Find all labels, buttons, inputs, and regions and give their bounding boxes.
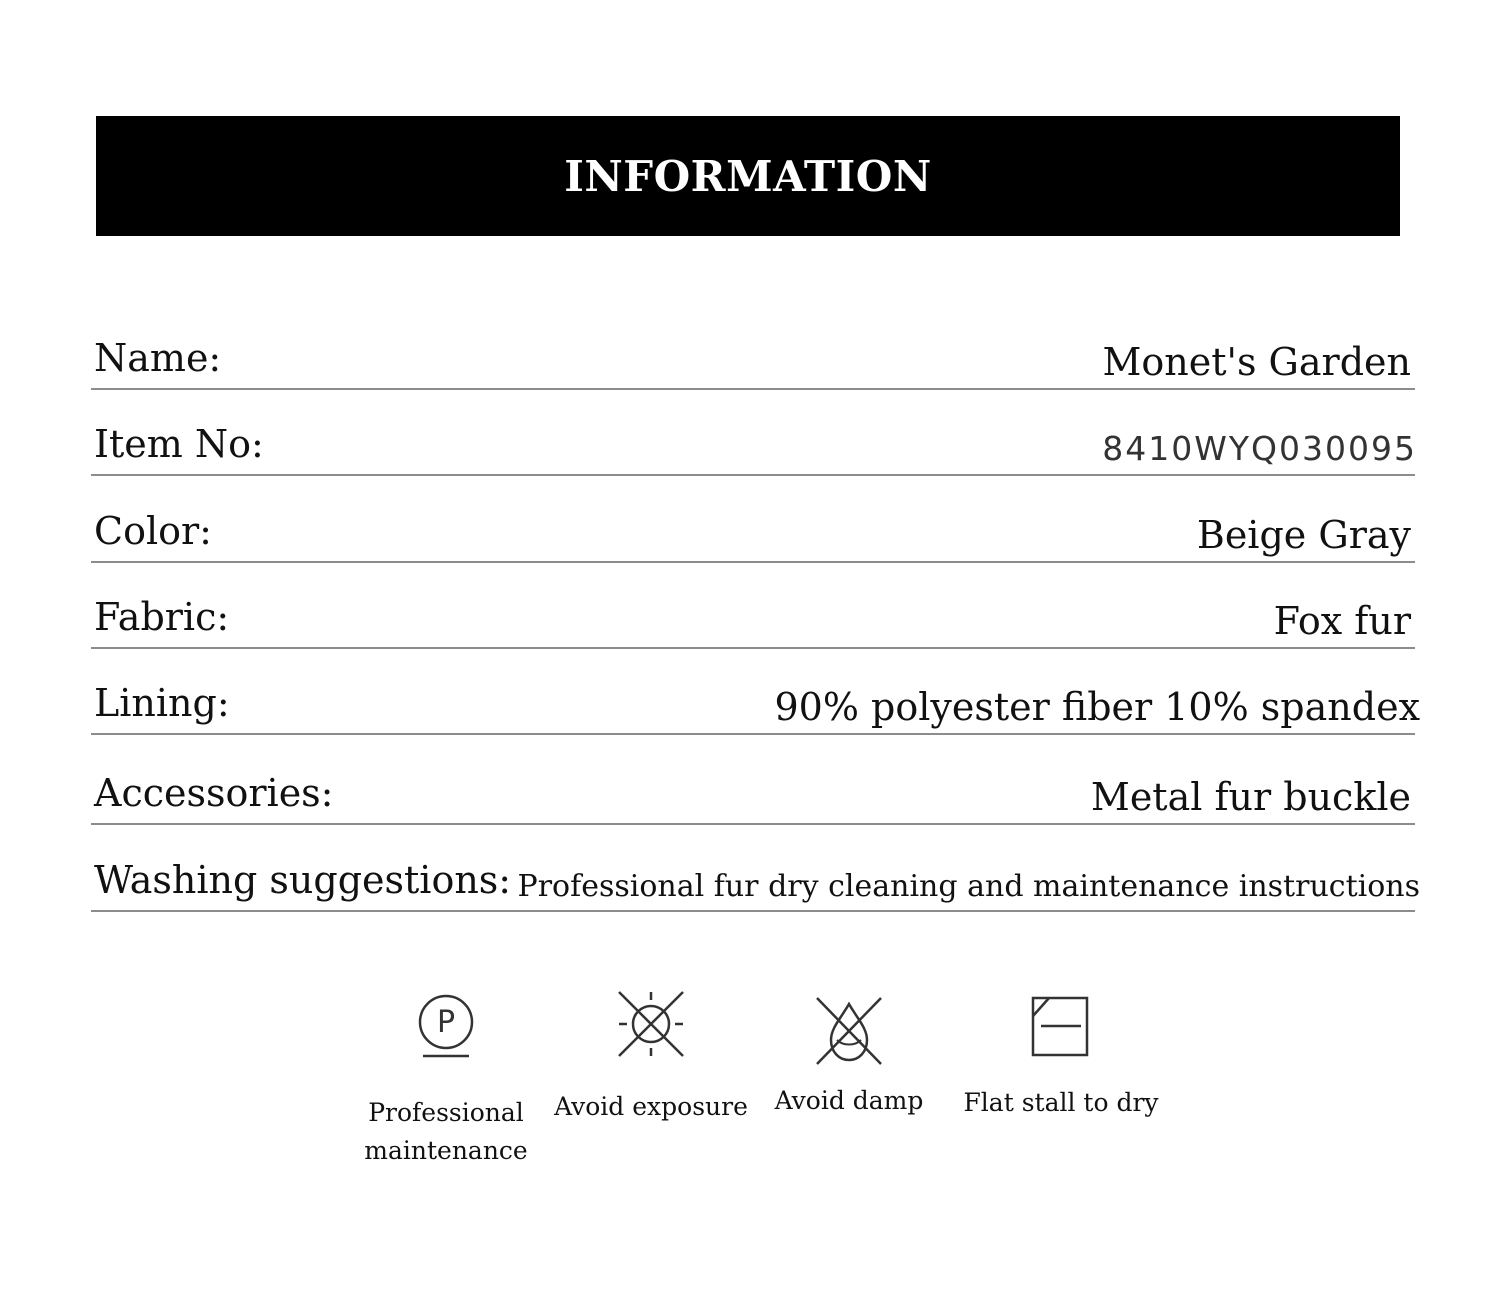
care-label-professional-line2: maintenance: [364, 1136, 528, 1165]
color-value: Beige Gray: [1196, 513, 1411, 557]
no-sun-exposure-icon: [611, 986, 691, 1066]
info-row-fabric: [91, 587, 1415, 649]
care-label-avoid-exposure: Avoid exposure: [554, 1092, 748, 1121]
washing-label: Washing suggestions:: [94, 858, 512, 902]
fabric-value: Fox fur: [1273, 599, 1411, 643]
accessories-value: Metal fur buckle: [1090, 775, 1411, 819]
info-row-color: [91, 501, 1415, 563]
info-row-item-no: [91, 414, 1415, 476]
avoid-damp-icon: [809, 992, 889, 1072]
item-no-value: 8410WYQ030095: [1102, 429, 1417, 468]
name-value: Monet's Garden: [1102, 340, 1411, 384]
care-professional-maintenance: [346, 986, 546, 1170]
care-flat-dry: [961, 994, 1161, 1122]
care-label-professional-line1: Professional: [368, 1098, 524, 1127]
professional-dry-clean-icon: [411, 986, 481, 1066]
dry-flat-in-shade-icon: [1029, 994, 1093, 1060]
washing-value: Professional fur dry cleaning and maintenance instructions: [517, 869, 1420, 904]
info-row-name: [91, 328, 1415, 390]
care-avoid-exposure: [551, 986, 751, 1126]
page-title: INFORMATION: [564, 151, 932, 201]
care-avoid-damp: [749, 992, 949, 1120]
fabric-label: Fabric:: [94, 595, 230, 639]
lining-label: Lining:: [94, 681, 230, 725]
info-row-lining: [91, 673, 1420, 735]
name-label: Name:: [94, 336, 222, 380]
lining-value: 90% polyester fiber 10% spandex: [774, 685, 1420, 729]
item-no-label: Item No:: [94, 422, 264, 466]
color-label: Color:: [94, 509, 212, 553]
svg-text:P: P: [436, 1005, 456, 1040]
info-row-accessories: [91, 763, 1415, 825]
info-row-washing: [91, 850, 1420, 912]
header-bar: [96, 116, 1400, 236]
care-label-avoid-damp: Avoid damp: [774, 1086, 924, 1115]
accessories-label: Accessories:: [94, 771, 334, 815]
care-label-flat-dry: Flat stall to dry: [963, 1088, 1159, 1117]
